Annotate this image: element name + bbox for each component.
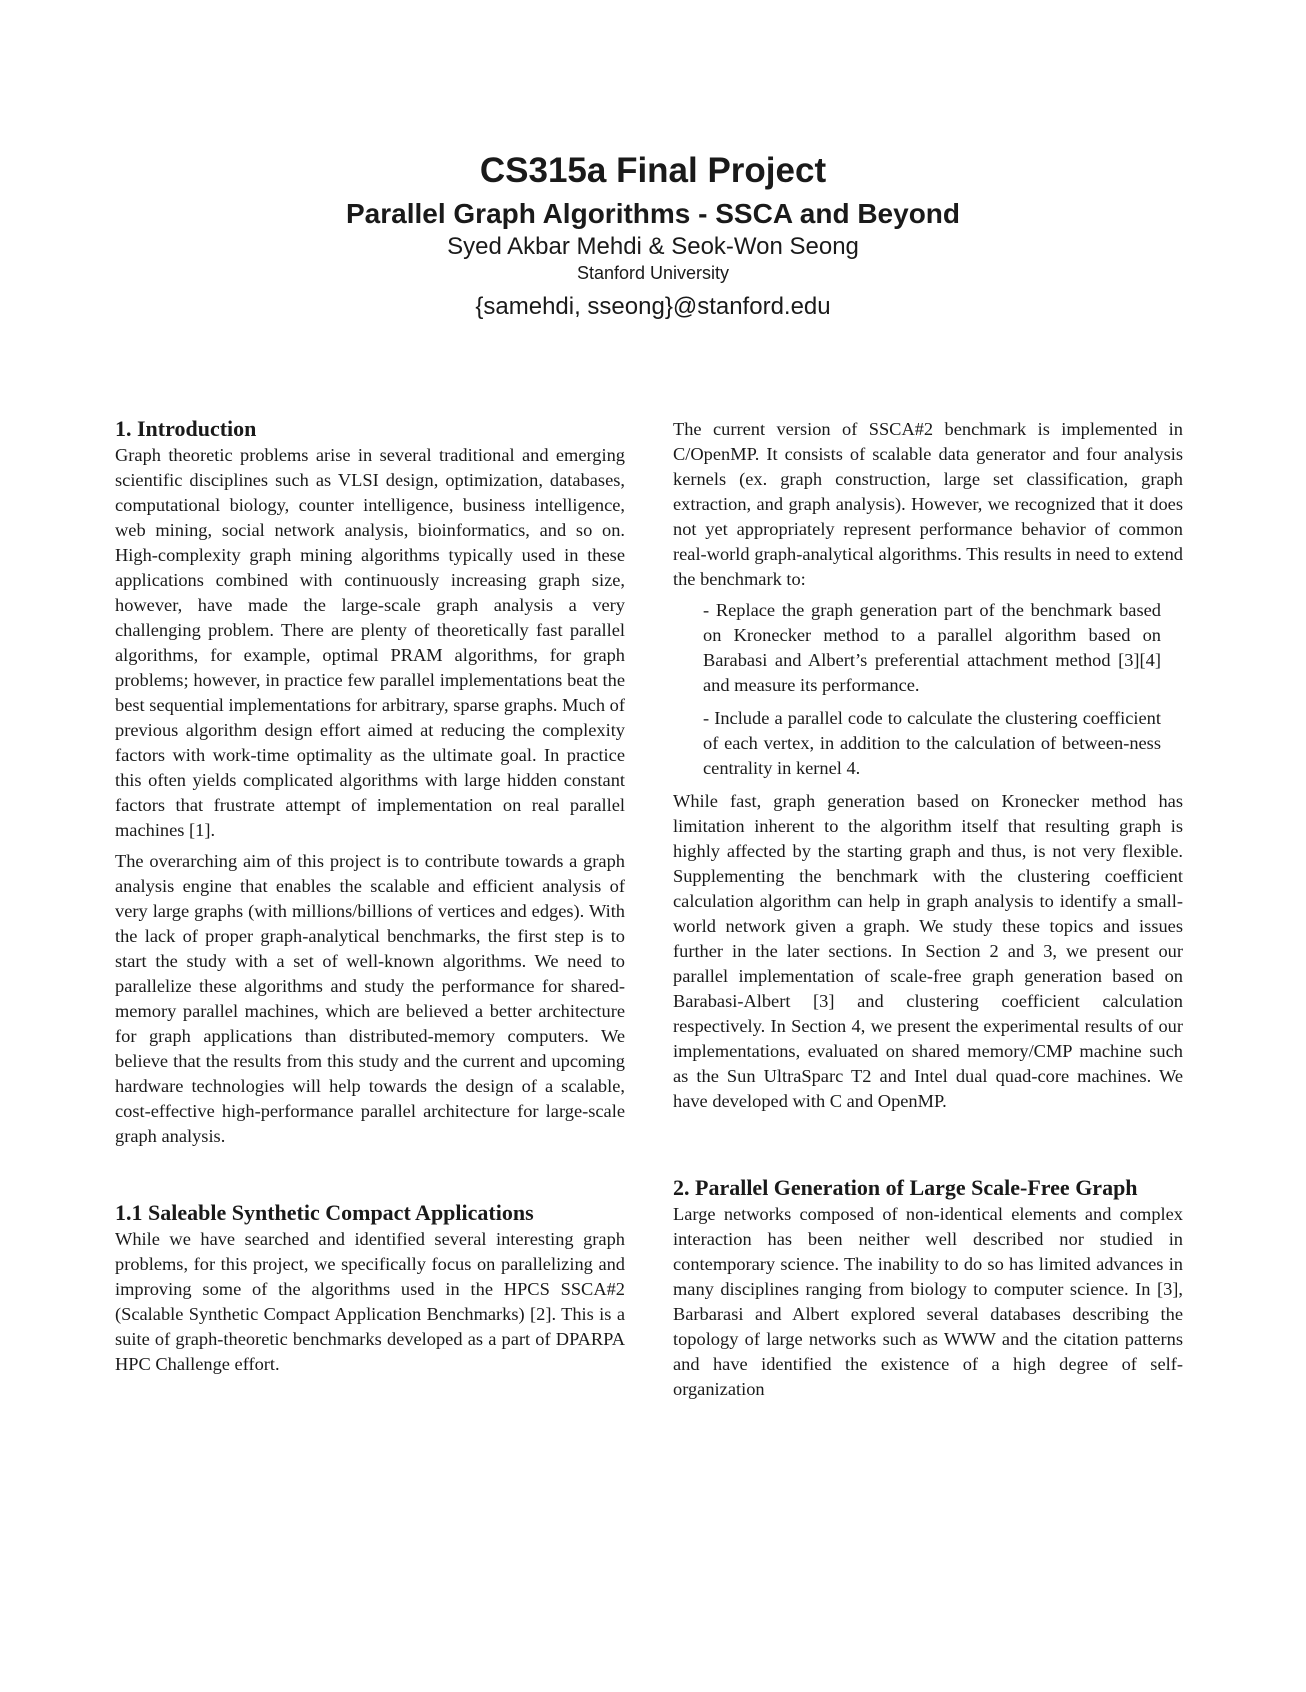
subsection-heading-ssca: 1.1 Saleable Synthetic Compact Applications: [115, 1200, 534, 1225]
right-paragraph-2: While fast, graph generation based on Kronecker method has limitation inherent to the algorithm itself that resulting graph is highly affected by the starting graph and thus, is not very flexible. Supplementing the benchmark with the clustering coefficient calculation algorithm can help in graph analysis to identify a small-world network given a graph. We study these topics and issues further in the later sections. In Section 2 and 3, we present our parallel implementation of scale-free graph generation based on Barabasi-Albert [3] and clustering coefficient calculation respectively. In Section 4, we present the experimental results of our implementations, evaluated on shared memory/CMP machine such as the Sun UltraSparc T2 and Intel dual quad-core machines. We have developed with C and OpenMP.: [673, 791, 1183, 1111]
right-column: [673, 417, 1183, 1408]
section-heading-introduction: 1. Introduction: [115, 416, 257, 441]
bullet-item-1: - Replace the graph generation part of the benchmark based on Kronecker method to a parallel algorithm based on Barabasi and Albert’s preferential attachment method [3][4] and measure its performance.: [703, 600, 1161, 695]
intro-paragraph-1: Graph theoretic problems arise in several traditional and emerging scientific disciplines such as VLSI design, optimization, databases, computational biology, counter intelligence, business intelligence, web mining, social network analysis, bioinformatics, and so on. High-complexity graph mining algorithms typically used in these applications combined with continuously increasing graph size, however, have made the large-scale graph analysis a very challenging problem. There are plenty of theoretically fast parallel algorithms, for example, optimal PRAM algorithms, for graph problems; however, in practice few parallel implementations beat the best sequential implementations for arbitrary, sparse graphs. Much of previous algorithm design effort aimed at reducing the complexity factors with work-time optimality as the ultimate goal. In practice this often yields complicated algorithms with large hidden constant factors that frustrate attempt of implementation on real parallel machines [1].: [115, 445, 625, 840]
bullet-item-2: - Include a parallel code to calculate the clustering coefficient of each vertex, in addition to the calculation of between-ness centrality in kernel 4.: [703, 708, 1161, 778]
intro-paragraph-2: The overarching aim of this project is to contribute towards a graph analysis engine that enables the scalable and efficient analysis of very large graphs (with millions/billions of vertices and edges). With the lack of proper graph-analytical benchmarks, the first step is to start the study with a set of well-known algorithms. We need to parallelize these algorithms and study the performance for shared-memory parallel machines, which are believed a better architecture for graph applications than distributed-memory computers. We believe that the results from this study and the current and upcoming hardware technologies will help towards the design of a scalable, cost-effective high-performance parallel architecture for large-scale graph analysis.: [115, 851, 625, 1146]
right-paragraph-1: The current version of SSCA#2 benchmark is implemented in C/OpenMP. It consists of scalable data generator and four analysis kernels (ex. graph construction, large set classification, graph extraction, and graph analysis). However, we recognized that it does not yet appropriately represent performance behavior of common real-world graph-analytical algorithms. This results in need to extend the benchmark to:: [673, 419, 1183, 589]
section-spacer: [673, 1120, 1183, 1174]
paper-title: CS315a Final Project: [479, 151, 827, 190]
left-column: [115, 415, 625, 1383]
section-heading-parallel-generation: 2. Parallel Generation of Large Scale-Free Graph: [673, 1175, 1138, 1200]
paper-emails: {samehdi, sseong}@stanford.edu: [475, 293, 831, 320]
paper-subtitle: Parallel Graph Algorithms - SSCA and Beyond: [345, 198, 961, 229]
subsection-paragraph-1: While we have searched and identified several interesting graph problems, for this project, we specifically focus on parallelizing and improving some of the algorithms used in the HPCS SSCA#2 (Scalable Synthetic Compact Application Benchmarks) [2]. This is a suite of graph-theoretic benchmarks developed as a part of DPARPA HPC Challenge effort.: [115, 1229, 625, 1374]
section-spacer: [115, 1155, 625, 1199]
paper-authors: Syed Akbar Mehdi & Seok-Won Seong: [447, 233, 859, 260]
section2-paragraph-1: Large networks composed of non-identical elements and complex interaction has been neither well described nor studied in contemporary science. The inability to do so has limited advances in many disciplines ranging from biology to computer science. In [3], Barbarasi and Albert explored several databases describing the topology of large networks such as WWW and the citation patterns and have identified the existence of a high degree of self-organization: [673, 1204, 1183, 1399]
paper-header: [0, 150, 1306, 322]
paper-affiliation: Stanford University: [576, 263, 730, 283]
